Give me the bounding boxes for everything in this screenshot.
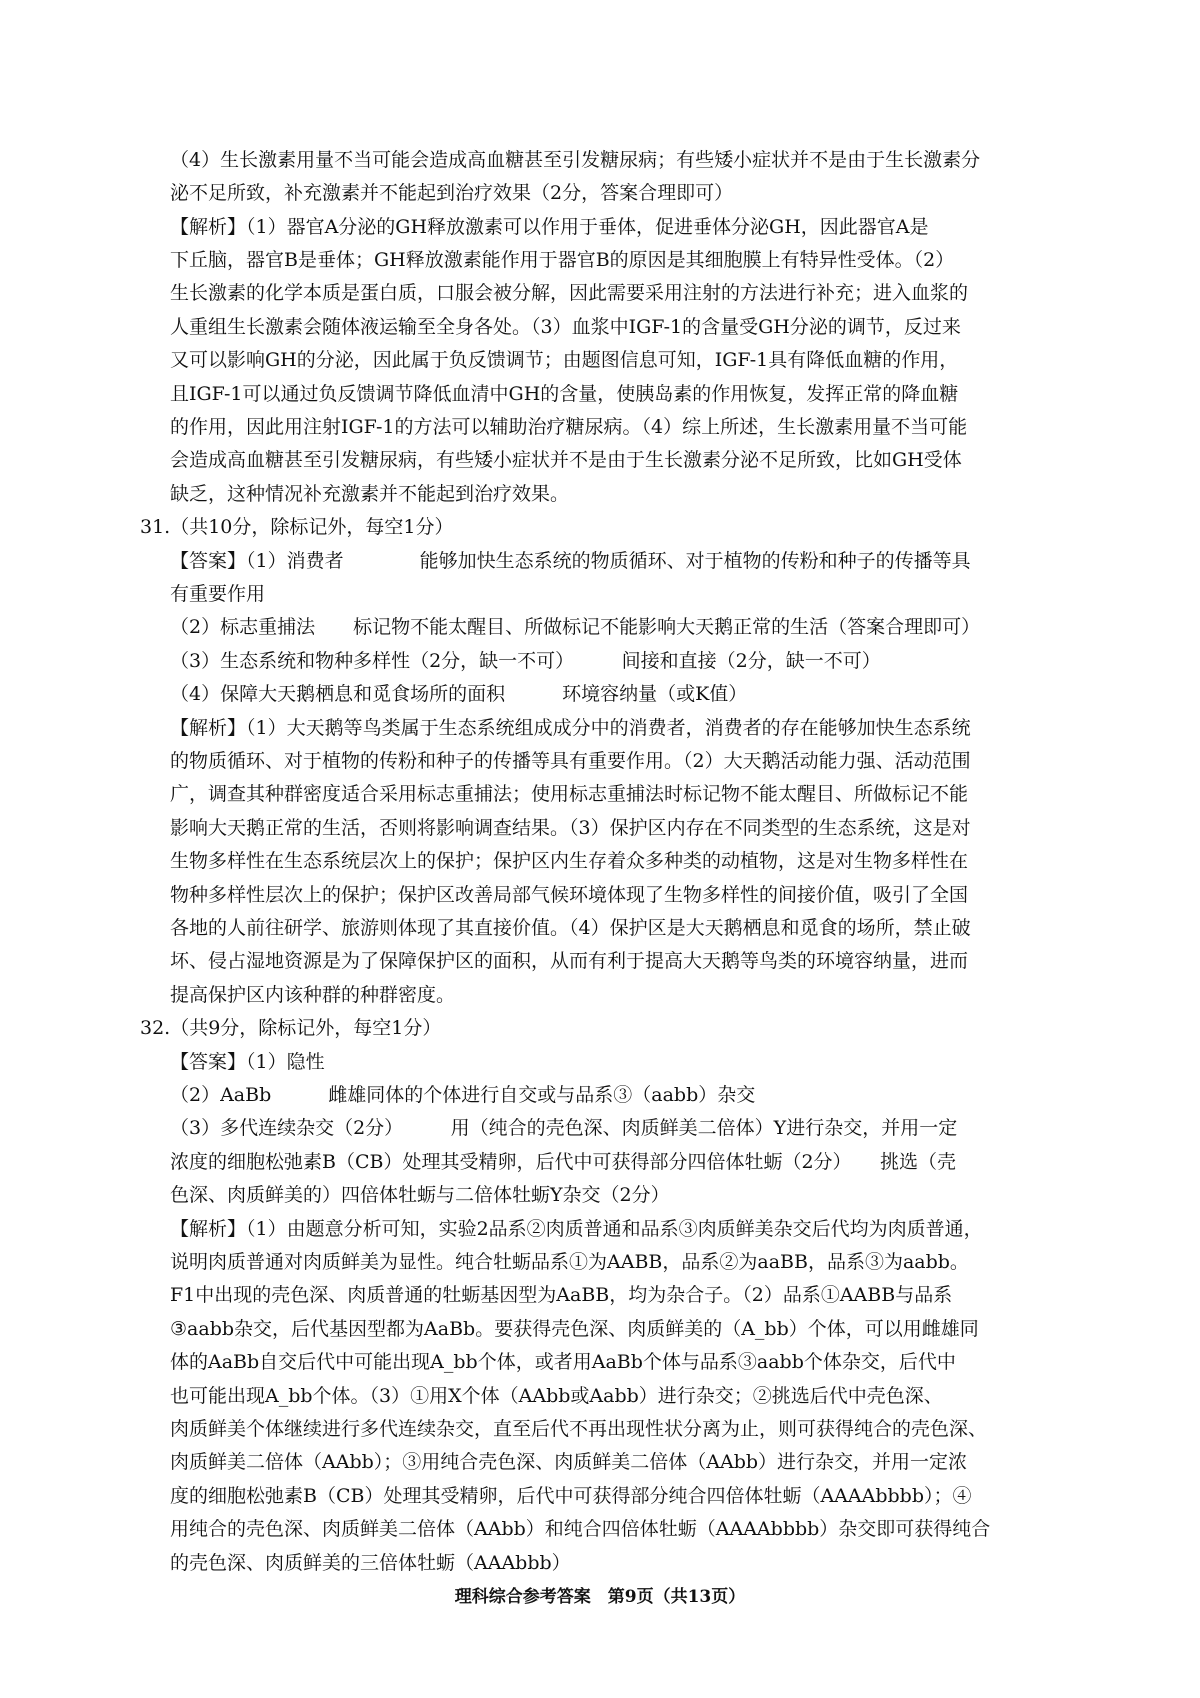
text-line: 提高保护区内该种群的种群密度。 — [170, 984, 456, 1006]
text-line: F1中出现的壳色深、肉质普通的牡蛎基因型为AaBB，均为杂合子。（2）品系①AABB与品系 — [170, 1284, 953, 1306]
text-line: （2）标志重捕法 标记物不能太醒目、所做标记不能影响大天鹅正常的生活（答案合理即可） — [170, 616, 981, 638]
text-line: 泌不足所致，补充激素并不能起到治疗效果（2分，答案合理即可） — [170, 182, 734, 204]
text-line: 又可以影响GH的分泌，因此属于负反馈调节；由题图信息可知，IGF-1具有降低血糖的作用， — [170, 349, 959, 371]
text-line: 用纯合的壳色深、肉质鲜美二倍体（AAbb）和纯合四倍体牡蛎（AAAAbbbb）杂交即可获得纯合 — [170, 1518, 991, 1540]
text-line: 物种多样性层次上的保护；保护区改善局部气候环境体现了生物多样性的间接价值，吸引了全国 — [170, 884, 969, 906]
text-line: 肉质鲜美二倍体（AAbb）；③用纯合壳色深、肉质鲜美二倍体（AAbb）进行杂交，并用一定浓 — [170, 1451, 968, 1473]
text-line: 体的AaBb自交后代中可能出现A_bb个体，或者用AaBb个体与品系③aabb个体杂交，后代中 — [170, 1351, 956, 1373]
text-line: 且IGF-1可以通过负反馈调节降低血清中GH的含量，使胰岛素的作用恢复，发挥正常的降血糖 — [170, 383, 959, 405]
text-line: 广，调查其种群密度适合采用标志重捕法；使用标志重捕法时标记物不能太醒目、所做标记不能 — [170, 783, 969, 805]
text-line: （2）AaBb 雌雄同体的个体进行自交或与品系③（aabb）杂交 — [170, 1084, 756, 1106]
text-line: 【答案】（1）隐性 — [170, 1051, 325, 1073]
text-line: 【解析】（1）由题意分析可知，实验2品系②肉质普通和品系③肉质鲜美杂交后代均为肉质普通， — [170, 1218, 983, 1240]
text-line: 的作用，因此用注射IGF-1的方法可以辅助治疗糖尿病。（4）综上所述，生长激素用量不当可能 — [170, 416, 968, 438]
text-line: 缺乏，这种情况补充激素并不能起到治疗效果。 — [170, 483, 570, 505]
text-line: 【解析】（1）大天鹅等鸟类属于生态系统组成成分中的消费者，消费者的存在能够加快生态系统 — [170, 717, 971, 739]
text-line: 【答案】（1）消费者 能够加快生态系统的物质循环、对于植物的传粉和种子的传播等具 — [170, 550, 971, 572]
text-line: （3）生态系统和物种多样性（2分，缺一不可） 间接和直接（2分，缺一不可） — [170, 650, 881, 672]
text-line: 坏、侵占湿地资源是为了保障保护区的面积，从而有利于提高大天鹅等鸟类的环境容纳量，进而 — [170, 950, 969, 972]
text-line: 肉质鲜美个体继续进行多代连续杂交，直至后代不再出现性状分离为止，则可获得纯合的壳色深、 — [170, 1418, 988, 1440]
text-line: 度的细胞松弛素B（CB）处理其受精卵，后代中可获得部分纯合四倍体牡蛎（AAAAbbbb）；④ — [170, 1485, 972, 1507]
text-line: （4）保障大天鹅栖息和觅食场所的面积 环境容纳量（或K值） — [170, 683, 748, 705]
text-line: 色深、肉质鲜美的）四倍体牡蛎与二倍体牡蛎Y杂交（2分） — [170, 1184, 670, 1206]
text-line: 各地的人前往研学、旅游则体现了其直接价值。（4）保护区是大天鹅栖息和觅食的场所，禁止破 — [170, 917, 971, 939]
text-line: 说明肉质普通对肉质鲜美为显性。纯合牡蛎品系①为AABB，品系②为aaBB，品系③为aabb。 — [170, 1251, 969, 1273]
text-line: 的物质循环、对于植物的传粉和种子的传播等具有重要作用。（2）大天鹅活动能力强、活动范围 — [170, 750, 971, 772]
section-heading-32: 32.（共9分，除标记外，每空1分） — [140, 1017, 442, 1039]
text-line: 影响大天鹅正常的生活，否则将影响调查结果。（3）保护区内存在不同类型的生态系统，这是对 — [170, 817, 971, 839]
text-line: 会造成高血糖甚至引发糖尿病，有些矮小症状并不是由于生长激素分泌不足所致，比如GH受体 — [170, 449, 962, 471]
text-line: 的壳色深、肉质鲜美的三倍体牡蛎（AAAbbb） — [170, 1552, 571, 1574]
page-footer: 理科综合参考答案 第9页（共13页） — [454, 1587, 746, 1607]
text-line: （4）生长激素用量不当可能会造成高血糖甚至引发糖尿病；有些矮小症状并不是由于生长激素分 — [170, 149, 981, 171]
text-line: 也可能出现A_bb个体。（3）①用X个体（AAbb或Aabb）进行杂交；②挑选后代中壳色深、 — [170, 1385, 943, 1407]
text-line: 【解析】（1）器官A分泌的GH释放激素可以作用于垂体，促进垂体分泌GH，因此器官A是 — [170, 216, 929, 238]
text-line: 下丘脑，器官B是垂体；GH释放激素能作用于器官B的原因是其细胞膜上有特异性受体。（2） — [170, 249, 955, 271]
text-line: 人重组生长激素会随体液运输至全身各处。（3）血浆中IGF-1的含量受GH分泌的调节，反过来 — [170, 316, 961, 338]
text-line: 有重要作用 — [170, 583, 266, 605]
text-line: 生物多样性在生态系统层次上的保护；保护区内生存着众多种类的动植物，这是对生物多样性在 — [170, 850, 969, 872]
section-heading-31: 31.（共10分，除标记外，每空1分） — [140, 516, 454, 538]
text-line: ③aabb杂交，后代基因型都为AaBb。要获得壳色深、肉质鲜美的（A_bb）个体，可以用雌雄同 — [170, 1318, 979, 1340]
text-line: 生长激素的化学本质是蛋白质，口服会被分解，因此需要采用注射的方法进行补充；进入血浆的 — [170, 282, 969, 304]
text-line: （3）多代连续杂交（2分） 用（纯合的壳色深、肉质鲜美二倍体）Y进行杂交，并用一定 — [170, 1117, 958, 1139]
text-line: 浓度的细胞松弛素B（CB）处理其受精卵，后代中可获得部分四倍体牡蛎（2分） 挑选（壳 — [170, 1151, 957, 1173]
